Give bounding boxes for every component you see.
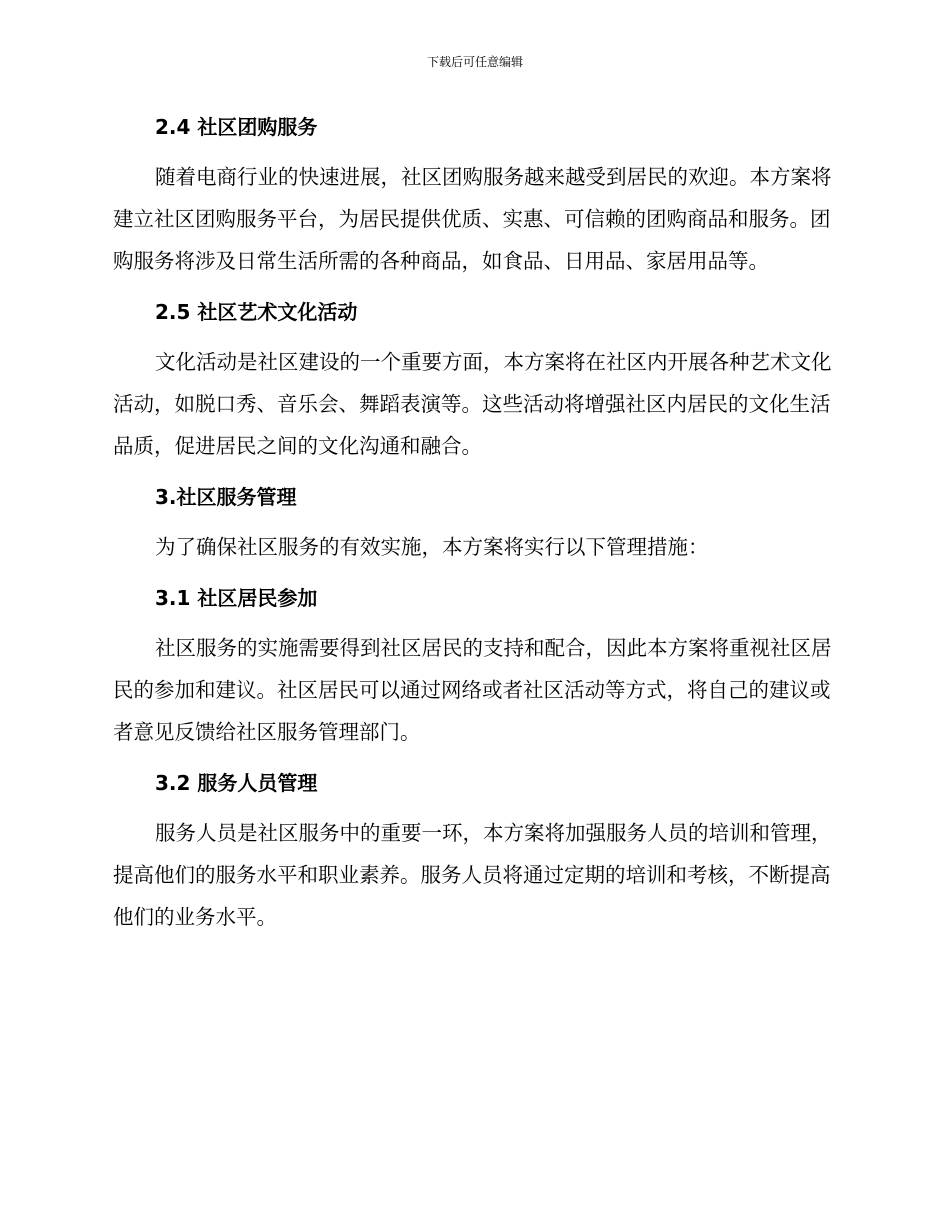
document-body: [113, 108, 833, 949]
paragraph-management-intro: 为了确保社区服务的有效实施，本方案将实行以下管理措施：: [155, 535, 709, 559]
paragraph-resident-participation: 社区服务的实施需要得到社区居民的支持和配合，因此本方案将重视社区居民的参加和建议。社区居民可以通过网络或者社区活动等方式，将自己的建议或者意见反馈给社区服务管理部门。: [113, 636, 832, 744]
section-heading-3-1: 3.1 社区居民参加: [155, 586, 318, 610]
paragraph-staff-management: 服务人员是社区服务中的重要一环，本方案将加强服务人员的培训和管理，提高他们的服务水平和职业素养。服务人员将通过定期的培训和考核，不断提高他们的业务水平。: [113, 821, 832, 929]
page-header: 下载后可任意编辑: [426, 55, 523, 69]
section-heading-3: 3.社区服务管理: [155, 485, 297, 509]
paragraph-group-buying: 随着电商行业的快速进展，社区团购服务越来越受到居民的欢迎。本方案将建立社区团购服务平台，为居民提供优质、实惠、可信赖的团购商品和服务。团购服务将涉及日常生活所需的各种商品，如食品、日用品、家居用品等。: [113, 165, 832, 273]
paragraph-culture-activities: 文化活动是社区建设的一个重要方面，本方案将在社区内开展各种艺术文化活动，如脱口秀、音乐会、舞蹈表演等。这些活动将增强社区内居民的文化生活品质，促进居民之间的文化沟通和融合。: [113, 350, 832, 458]
section-heading-2-4: 2.4 社区团购服务: [155, 115, 318, 139]
section-heading-2-5: 2.5 社区艺术文化活动: [155, 300, 358, 324]
section-heading-3-2: 3.2 服务人员管理: [155, 771, 318, 795]
